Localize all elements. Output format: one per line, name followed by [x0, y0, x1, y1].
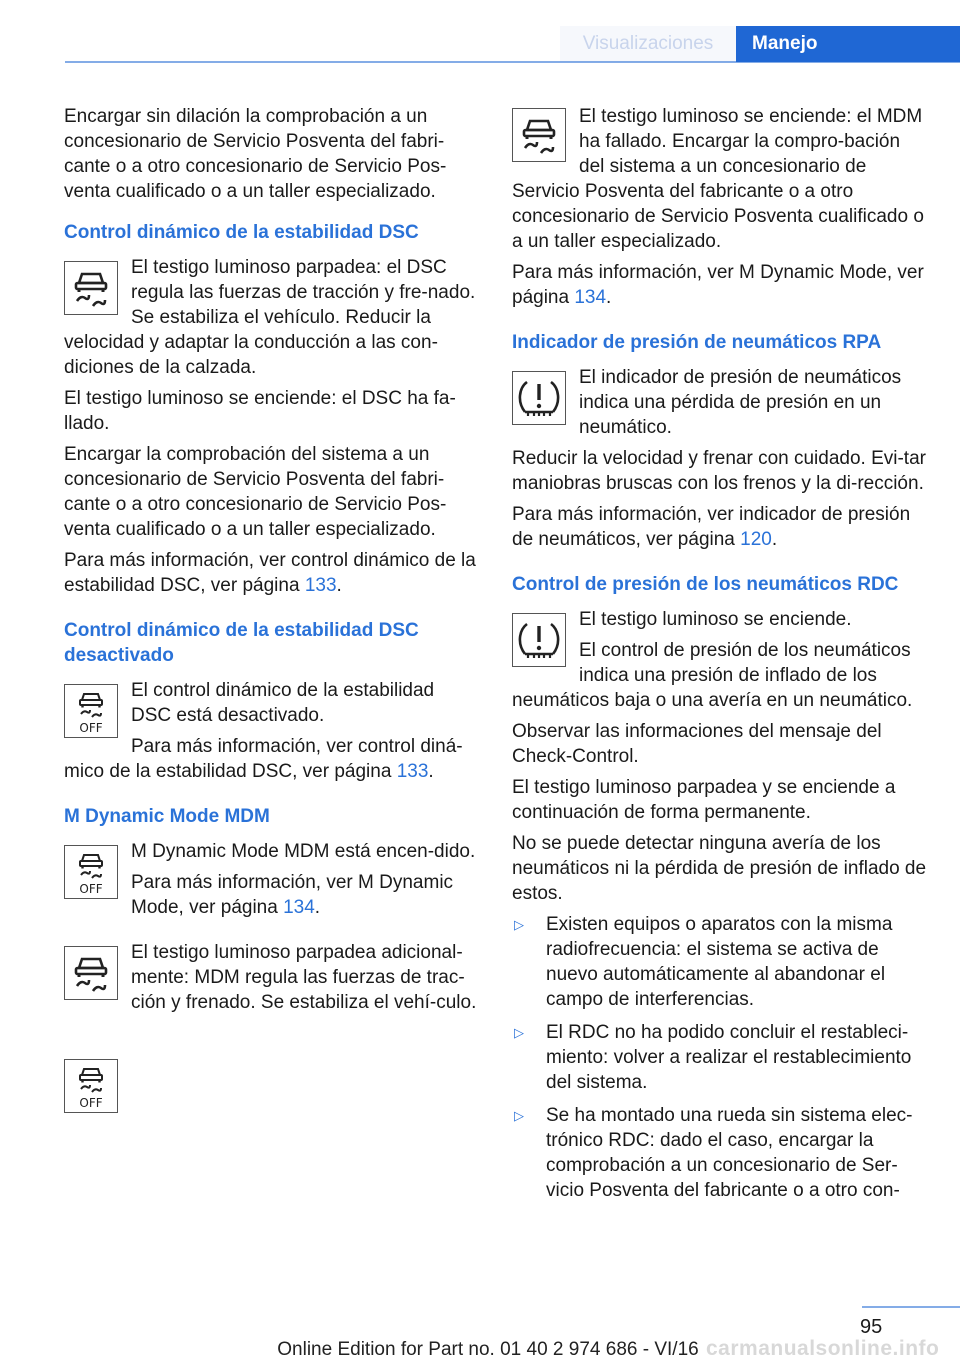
dsc-off-icon — [64, 684, 118, 738]
rdc-no-detect: No se puede detectar ninguna avería de los neumáticos ni la pérdida de presión de inflado de estos. — [512, 833, 927, 904]
rdc-light-on: El testigo luminoso se enciende. — [579, 609, 852, 630]
triangle-bullet-icon: ▷ — [514, 1025, 524, 1040]
mdm-more-info-right: Para más información, ver M Dynamic Mode, ver página 134. — [512, 262, 924, 308]
dsc-skid-icon — [64, 261, 118, 315]
rdc-check-control: Observar las informaciones del mensaje del Check-Control. — [512, 721, 882, 767]
svg-text:OFF: OFF — [79, 1096, 103, 1110]
tire-pressure-warning-icon — [512, 613, 566, 667]
left-column — [64, 104, 478, 1117]
heading-rdc: Control de presión de los neumáticos RDC — [512, 574, 899, 595]
dsc-off-text: El control dinámico de la estabilidad DSC está desactivado. — [131, 680, 435, 726]
list-item: ▷ El RDC no ha podido concluir el restableci-miento: volver a realizar el restablecimiento del sistema. — [514, 1022, 912, 1093]
dsc-fail-text: El testigo luminoso se enciende: el DSC ha fa-llado. — [64, 388, 456, 434]
page-number: 95 — [860, 1316, 883, 1338]
right-column — [512, 104, 928, 1211]
page-header — [0, 0, 960, 64]
edition-text: Online Edition for Part no. 01 40 2 974 686 - VI/16 — [277, 1339, 699, 1360]
dsc-more-info: Para más información, ver control dinámico de la estabilidad DSC, ver página 133. — [64, 550, 476, 596]
heading-mdm: M Dynamic Mode MDM — [64, 806, 270, 827]
rdc-cause-list — [512, 912, 928, 1203]
tire-pressure-warning-icon — [512, 371, 566, 425]
svg-text:OFF: OFF — [79, 882, 103, 896]
heading-dsc-off: Control dinámico de la estabilidad DSC desactivado — [64, 620, 419, 666]
page-link-133[interactable]: 133 — [304, 575, 337, 596]
rpa-advice: Reducir la velocidad y frenar con cuidado. Evi-tar maniobras bruscas con los frenos y la di-rección. — [512, 448, 926, 494]
svg-text:OFF: OFF — [79, 721, 103, 735]
page-link-120[interactable]: 120 — [740, 529, 772, 550]
mdm-more-info: Para más información, ver M Dynamic Mode, ver página 134. — [131, 872, 454, 918]
dsc-off-icon — [64, 1059, 118, 1113]
heading-rpa: Indicador de presión de neumáticos RPA — [512, 332, 882, 353]
header-rule — [65, 61, 960, 63]
rdc-indication: El control de presión de los neumáticos indica una presión de inflado de los neumáticos baja o una avería en un neumático. — [512, 640, 913, 711]
footer-rule — [862, 1306, 960, 1308]
page-link-134[interactable]: 134 — [574, 287, 607, 308]
dsc-skid-icon — [512, 108, 566, 162]
mdm-flash-text: El testigo luminoso parpadea adicional-mente: MDM regula las fuerzas de trac-ción y frenado. Se estabiliza el vehí-culo. — [131, 942, 477, 1013]
list-item: ▷ Existen equipos o aparatos con la misma radiofrecuencia: el sistema se activa de nuevo automáticamente al abandonar el campo de interferencias. — [514, 914, 893, 1010]
tab-visualizaciones[interactable]: Visualizaciones — [560, 26, 736, 62]
tab-manejo[interactable]: Manejo — [736, 26, 960, 62]
list-item: ▷ Se ha montado una rueda sin sistema elec-trónico RDC: dado el caso, encargar la comprobación a un concesionario de Ser-vicio Posventa del fabricante o a otro con- — [514, 1105, 913, 1201]
rpa-more-info: Para más información, ver indicador de presión de neumáticos, ver página 120. — [512, 504, 911, 550]
triangle-bullet-icon: ▷ — [514, 917, 524, 932]
heading-dsc: Control dinámico de la estabilidad DSC — [64, 222, 419, 243]
dsc-off-icon — [64, 845, 118, 899]
rdc-flashing: El testigo luminoso parpadea y se enciende a continuación de forma permanente. — [512, 777, 896, 823]
dsc-off-more-info: Para más información, ver control diná-mico de la estabilidad DSC, ver página 133. — [64, 736, 463, 782]
mdm-on-text: M Dynamic Mode MDM está encen-dido. — [131, 841, 476, 862]
dsc-check-text: Encargar la comprobación del sistema a un concesionario de Servicio Posventa del fabri-cante o a otro concesionario de Servicio Pos-venta cualificado o a un taller especializado. — [64, 444, 447, 540]
page-link-133[interactable]: 133 — [396, 761, 429, 782]
rpa-indication: El indicador de presión de neumáticos indica una pérdida de presión en un neumático. — [579, 367, 902, 438]
intro-paragraph: Encargar sin dilación la comprobación a un concesionario de Servicio Posventa del fabri-cante o a otro concesionario de Servicio Pos-venta cualificado o a un taller especializado. — [64, 106, 447, 202]
watermark: carmanualsonline.info — [706, 1337, 940, 1360]
dsc-skid-icon — [64, 946, 118, 1000]
mdm-fail-text: El testigo luminoso se enciende: el MDM ha fallado. Encargar la compro-bación del sistema a un concesionario de Servicio Posventa del fabricante o a otro concesionario de Servicio Posventa cualificado o a un taller especializado. — [512, 106, 924, 252]
dsc-flash-text: El testigo luminoso parpadea: el DSC regula las fuerzas de tracción y fre-nado. Se estabiliza el vehículo. Reducir la velocidad y adaptar la conducción a las con-diciones de la calzada. — [64, 257, 476, 378]
triangle-bullet-icon: ▷ — [514, 1108, 524, 1123]
page-link-134[interactable]: 134 — [283, 897, 315, 918]
